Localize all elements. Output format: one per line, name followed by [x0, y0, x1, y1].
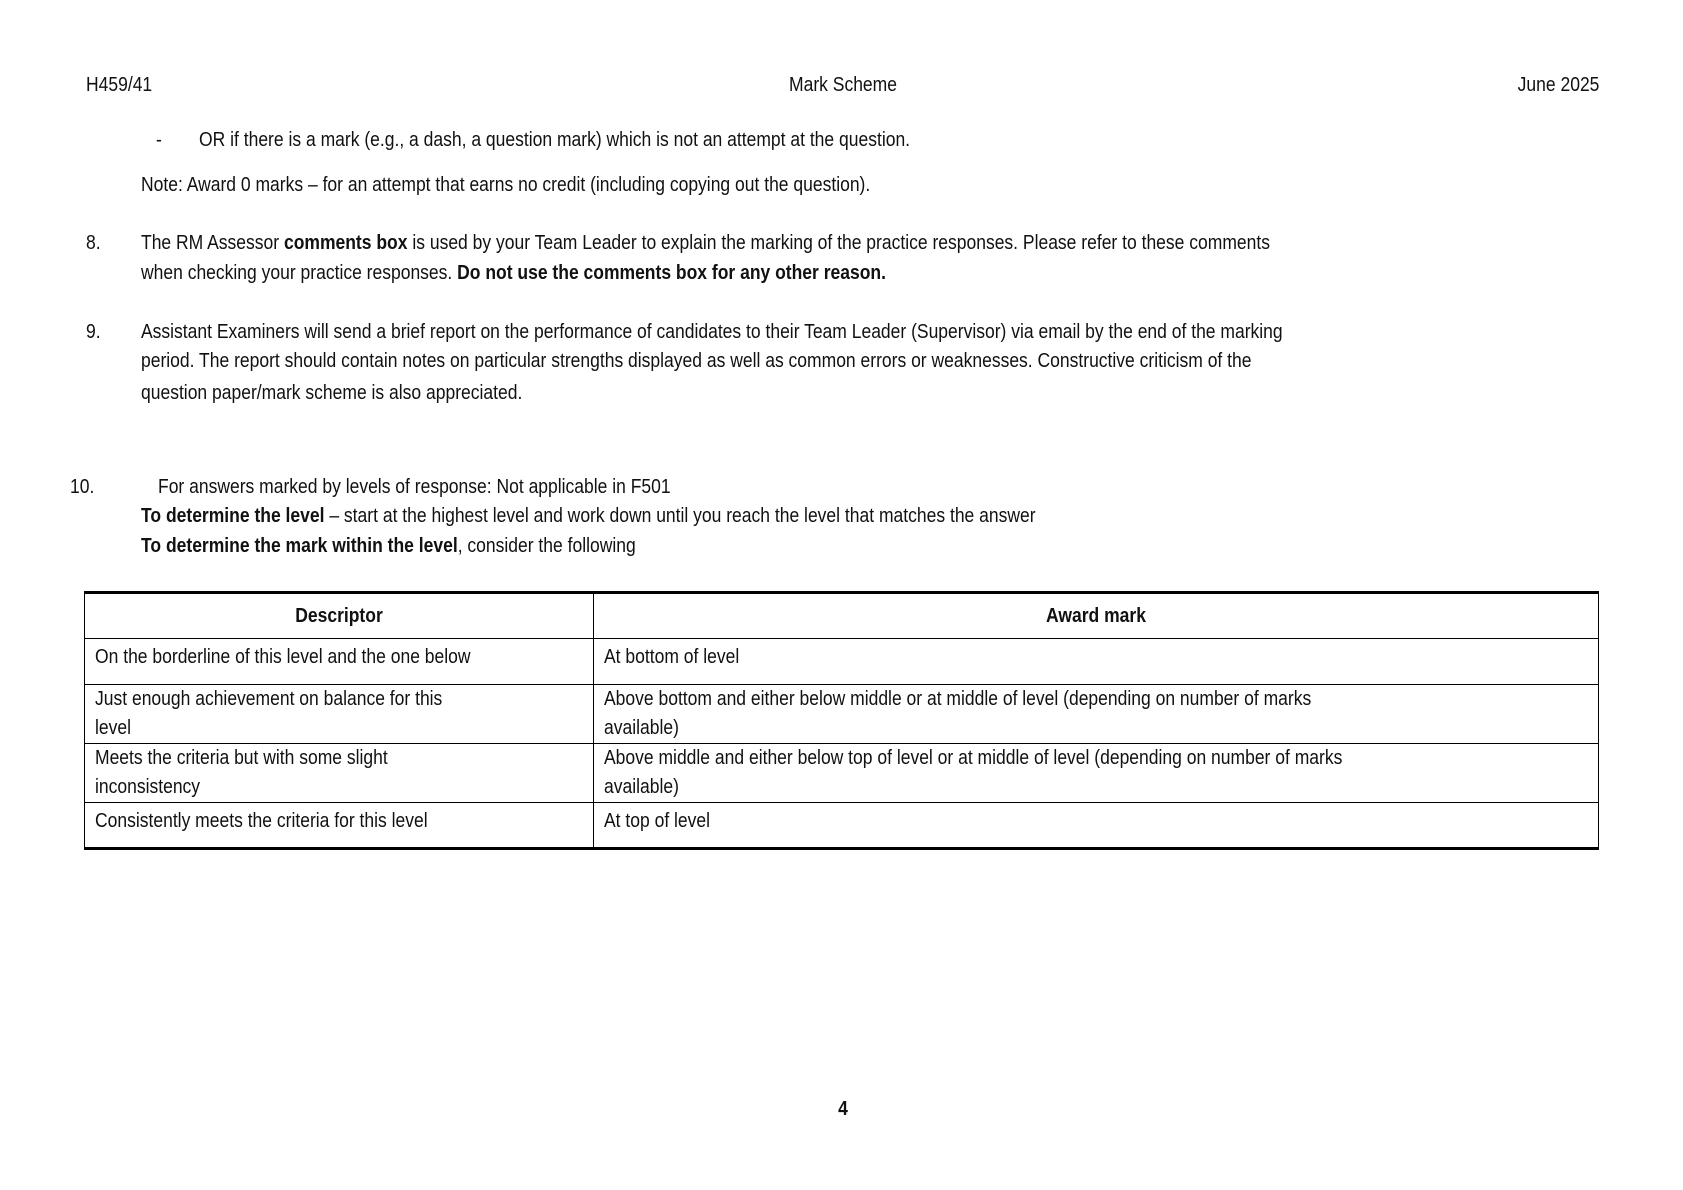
bold-text: To determine the mark within the level: [141, 535, 458, 557]
table-row: [85, 639, 1599, 685]
page-number: 4: [838, 1098, 848, 1120]
descriptor-cell: Meets the criteria but with some slight inconsistency: [85, 744, 594, 803]
text: – start at the highest level and work down until you reach the level that matches the answer: [324, 505, 1036, 527]
descriptor-cell: On the borderline of this level and the one below: [85, 639, 594, 685]
table-row: [85, 685, 1599, 744]
text: The RM Assessor: [141, 232, 284, 254]
text: is used by your Team Leader to explain the marking of the practice responses. Please refer to these comments: [407, 232, 1270, 254]
item-8-line-1: [141, 231, 1270, 255]
note-text: Note: Award 0 marks – for an attempt that earns no credit (including copying out the question).: [141, 174, 871, 196]
award-cell: At top of level: [594, 803, 1599, 849]
header-descriptor: Descriptor: [85, 593, 594, 639]
descriptor-cell: Consistently meets the criteria for this level: [85, 803, 594, 849]
item-9-number: 9.: [86, 321, 101, 343]
bold-text: comments box: [283, 232, 408, 254]
table-row: [85, 803, 1599, 849]
text: when checking your practice responses.: [141, 262, 458, 284]
text: , consider the following: [457, 535, 636, 557]
item-8-line-2: [141, 261, 886, 285]
bullet-text: OR if there is a mark (e.g., a dash, a question mark) which is not an attempt at the question.: [199, 129, 911, 151]
bold-text: Do not use the comments box for any other reason.: [457, 262, 886, 284]
header-award-mark: Award mark: [594, 593, 1599, 639]
bullet-marker: -: [156, 129, 162, 151]
item-10-line-1: For answers marked by levels of response: Not applicable in F501: [158, 476, 671, 498]
item-9-line-2: period. The report should contain notes on particular strengths displayed as well as common errors or weaknesses. Constructive criticism of the: [141, 350, 1252, 372]
levels-table: [84, 591, 1599, 850]
item-10-number: 10.: [70, 476, 95, 498]
descriptor-cell: Just enough achievement on balance for this level: [85, 685, 594, 744]
item-10-line-3: [141, 534, 636, 558]
award-cell: Above bottom and either below middle or at middle of level (depending on number of marks available): [594, 685, 1599, 744]
item-10-line-2: [141, 504, 1036, 528]
item-8-number: 8.: [86, 232, 101, 254]
header-code: H459/41: [86, 74, 153, 96]
award-cell: At bottom of level: [594, 639, 1599, 685]
award-cell: Above middle and either below top of level or at middle of level (depending on number of marks available): [594, 744, 1599, 803]
table-row: [85, 744, 1599, 803]
header-date: June 2025: [1517, 74, 1599, 96]
bold-text: To determine the level: [141, 505, 325, 527]
item-9-line-3: question paper/mark scheme is also appreciated.: [141, 382, 523, 404]
item-9-line-1: Assistant Examiners will send a brief report on the performance of candidates to their Team Leader (Supervisor) via email by the end of the marking: [141, 321, 1283, 343]
header-title: Mark Scheme: [789, 74, 897, 96]
